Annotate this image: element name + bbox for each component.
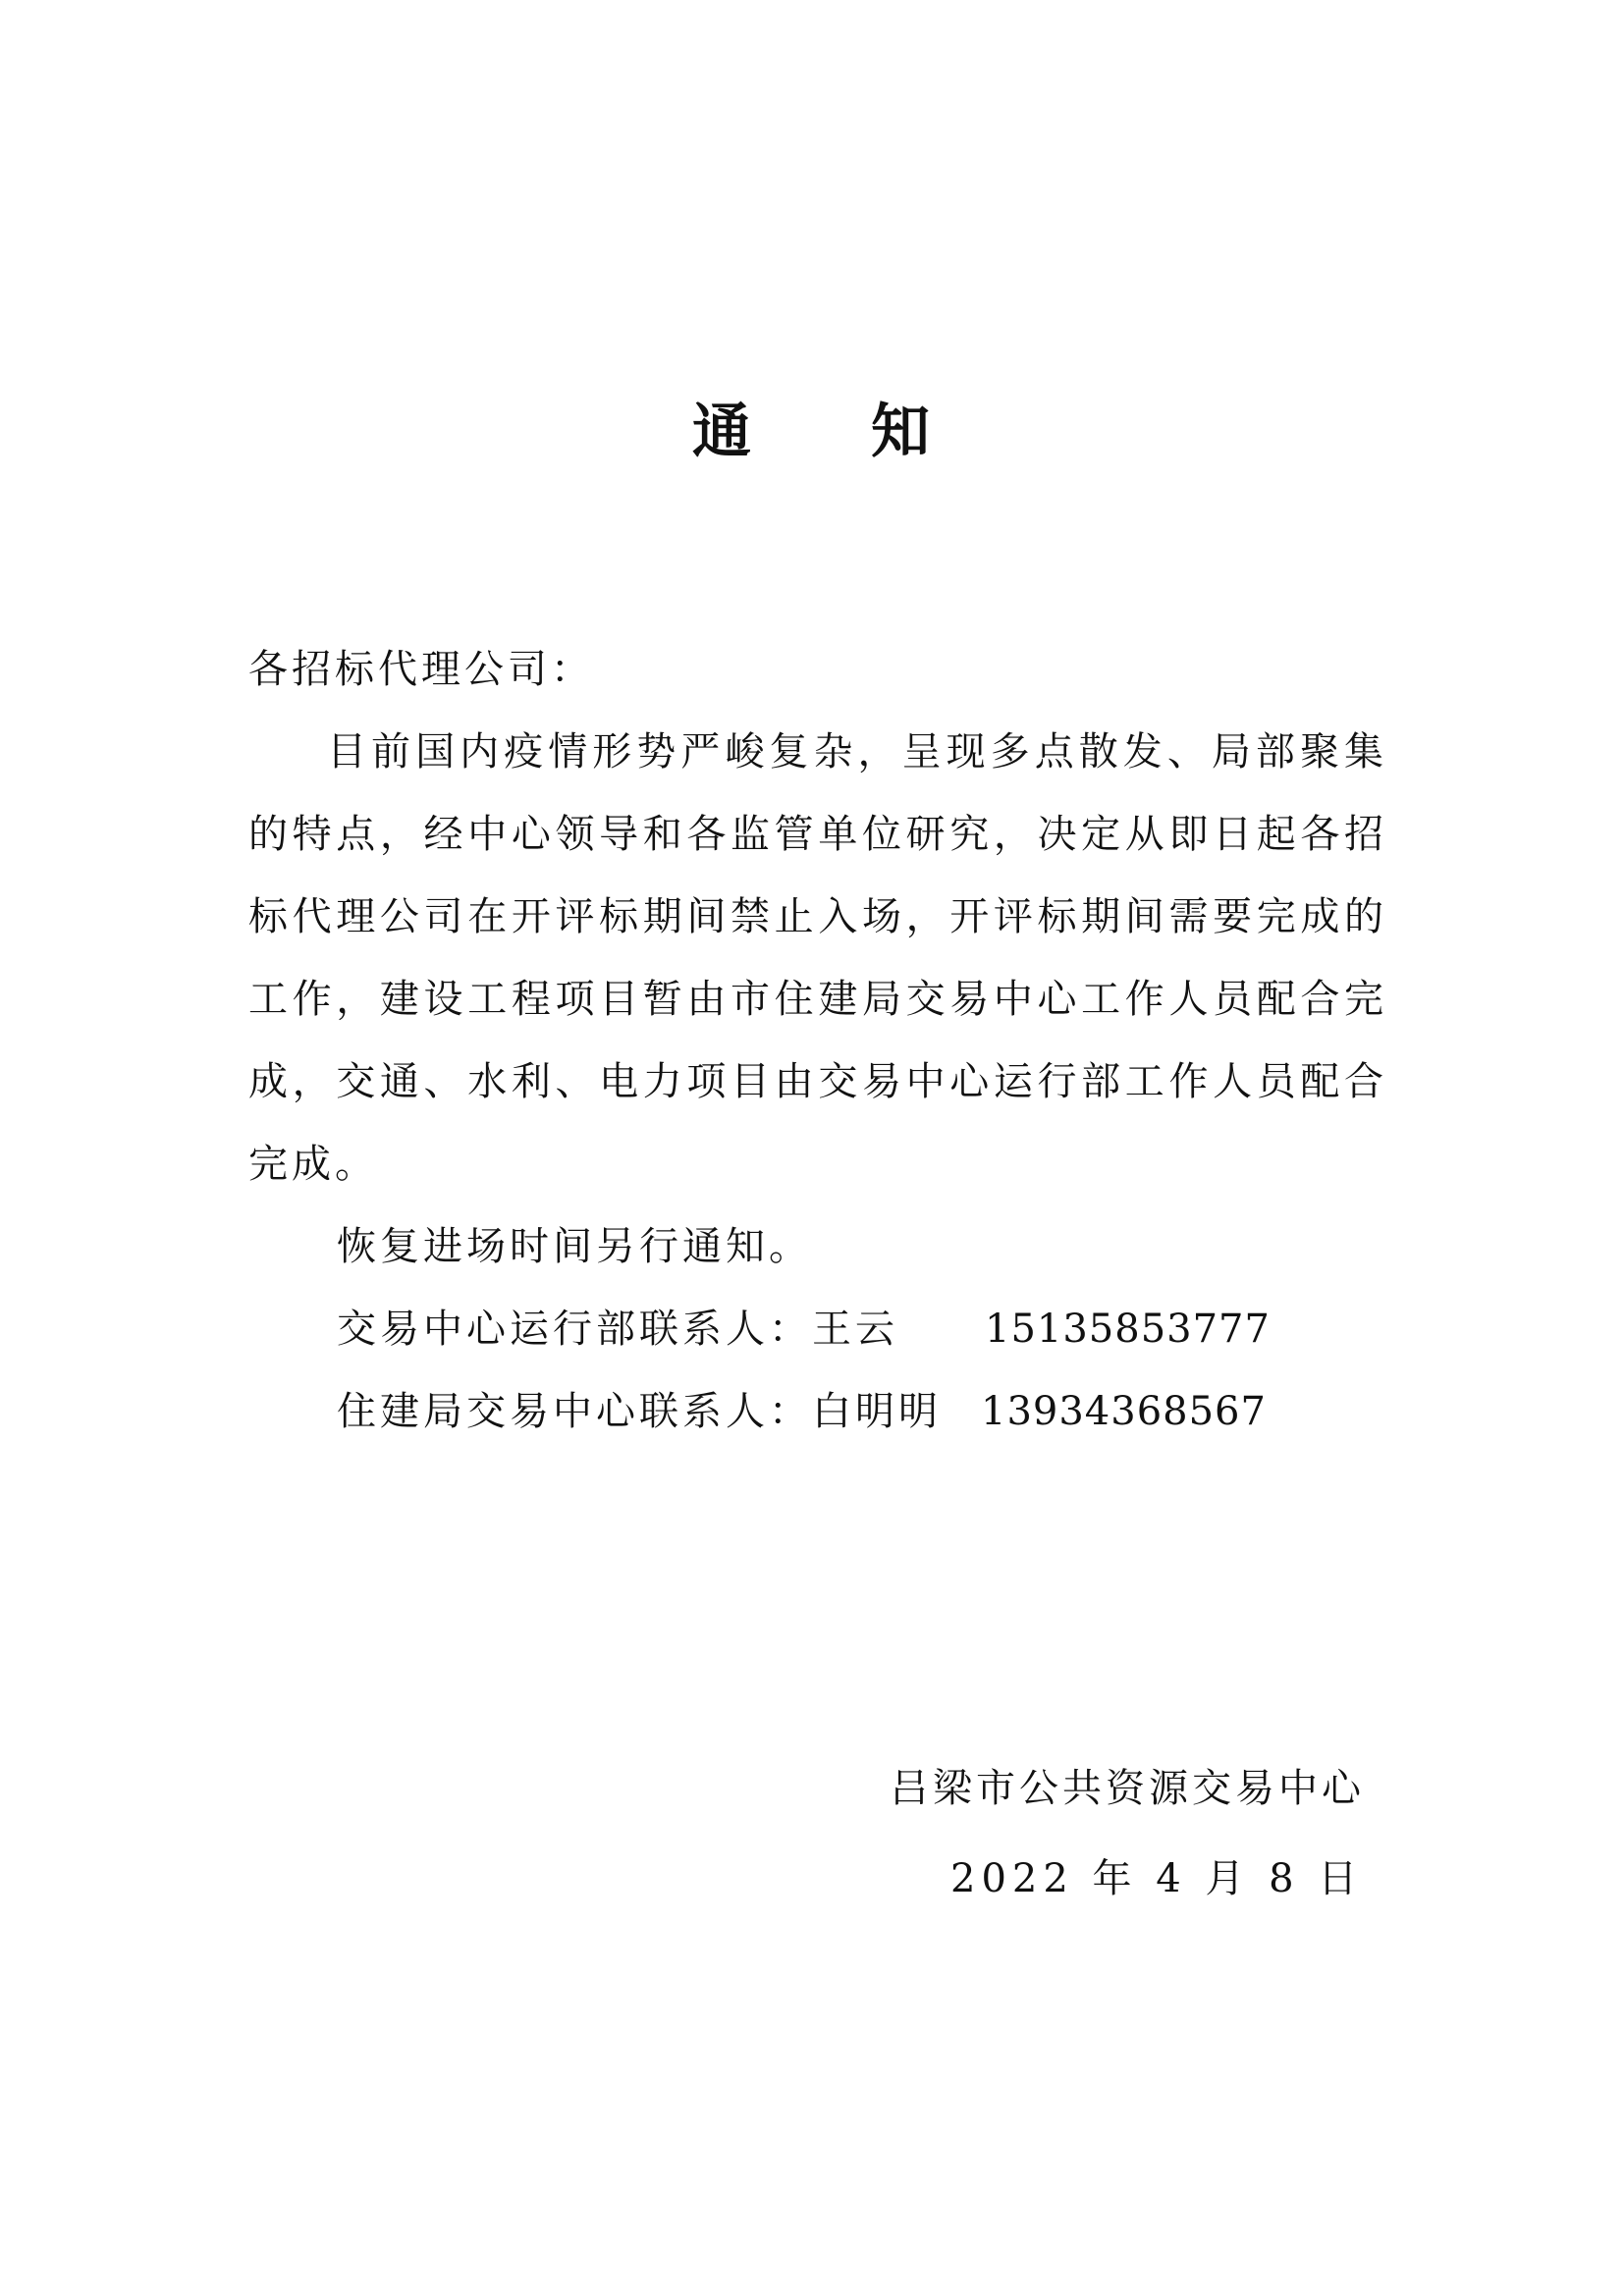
signature-organization: 吕梁市公共资源交易中心 (890, 1766, 1365, 1811)
contact-name: 王云 (812, 1307, 898, 1352)
contact-line-1 (248, 1288, 1387, 1370)
contact-label: 住建局交易中心联系人： (337, 1389, 812, 1434)
signature-date: 2022 年 4 月 8 日 (950, 1856, 1364, 1901)
document-body (248, 628, 1387, 1453)
contact-line-2 (248, 1370, 1387, 1453)
main-paragraph: 目前国内疫情形势严峻复杂，呈现多点散发、局部聚集的特点，经中心领导和各监管单位研究，决定从即日起各招标代理公司在开评标期间禁止入场，开评标期间需要完成的工作，建设工程项目暂由市住建局交易中心工作人员配合完成，交通、水利、电力项目由交易中心运行部工作人员配合完成。 (248, 729, 1387, 1187)
title-char-2: 知 (871, 398, 932, 466)
title-char-1: 通 (692, 398, 753, 466)
contact-label: 交易中心运行部联系人： (337, 1307, 812, 1352)
document-title (0, 393, 1624, 471)
contact-name: 白明明 (812, 1389, 942, 1434)
salutation: 各招标代理公司： (248, 647, 594, 692)
contact-phone: 13934368567 (981, 1389, 1267, 1434)
contact-phone: 15135853777 (985, 1307, 1271, 1352)
resume-notice: 恢复进场时间另行通知。 (337, 1224, 812, 1269)
